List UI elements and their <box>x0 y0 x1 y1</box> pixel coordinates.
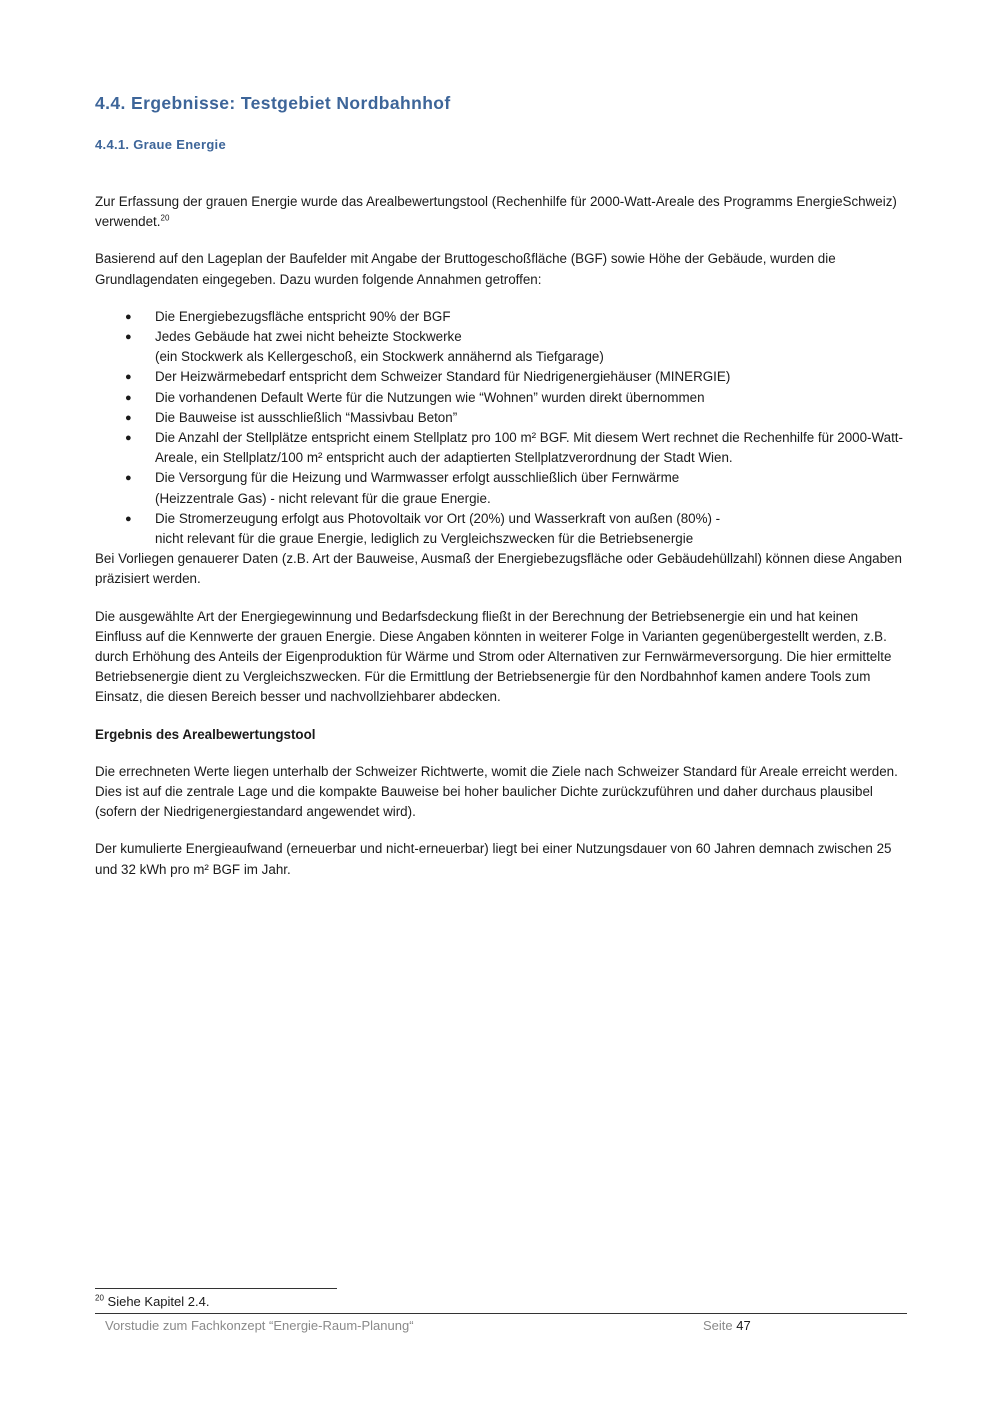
footnote <box>95 1294 209 1309</box>
list-item <box>95 367 907 387</box>
list-item-text-continued: (Heizzentrale Gas) - nicht relevant für die graue Energie. <box>155 490 491 506</box>
precision-paragraph: Bei Vorliegen genauerer Daten (z.B. Art der Bauweise, Ausmaß der Energiebezugsfläche oder Gebäudehüllzahl) können diese Angaben präzisiert werden. <box>95 551 902 587</box>
bullet-icon: ● <box>125 411 132 424</box>
list-item-text-continued: (ein Stockwerk als Kellergeschoß, ein Stockwerk annähernd als Tiefgarage) <box>155 349 604 365</box>
footnote-divider <box>95 1288 337 1289</box>
bullet-icon: ● <box>125 371 132 384</box>
list-item-text: Die Anzahl der Stellplätze entspricht einem Stellplatz pro 100 m² BGF. Mit diesem Wert rechnet die Rechenhilfe für 2000-Watt-Areale, ein Stellplatz/100 m² entspricht auch der adaptierten Stellplatzverordnung der Stadt Wien. <box>155 430 903 466</box>
list-item-text: Die Versorgung für die Heizung und Warmwasser erfolgt ausschließlich über Fernwärme <box>155 470 680 486</box>
list-item-text: Der Heizwärmebedarf entspricht dem Schweizer Standard für Niedrigenergiehäuser (MINERGIE) <box>155 369 731 385</box>
footer-title: Vorstudie zum Fachkonzept “Energie-Raum-Planung“ <box>105 1318 414 1333</box>
list-item-text: Die Energiebezugsfläche entspricht 90% der BGF <box>155 308 451 324</box>
document-body <box>95 192 907 897</box>
basis-paragraph: Basierend auf den Lageplan der Baufelder mit Angabe der Bruttogeschoßfläche (BGF) sowie Höhe der Gebäude, wurden die Grundlagendaten eingegeben. Dazu wurden folgende Annahmen getroffen: <box>95 251 836 287</box>
selection-paragraph: Die ausgewählte Art der Energiegewinnung und Bedarfsdeckung fließt in der Berechnung der Betriebsenergie ein und hat keinen Einfluss auf die Kennwerte der grauen Energie. Diese Angaben könnten in weiterer Folge in Varianten gegenübergestellt werden, z.B. durch Erhöhung des Anteils der Eigenproduktion für Wärme und Strom oder Alternativen zur Fernwärmeversorgung. Die hier ermittelte Betriebsenergie dient zu Vergleichszwecken. Für die Ermittlung der Betriebsenergie für den Nordbahnhof kamen andere Tools zum Einsatz, die diesen Bereich besser und nachvollziehbarer abdecken. <box>95 608 892 705</box>
footnote-number: 20 <box>95 1293 104 1303</box>
bullet-icon: ● <box>125 391 132 404</box>
list-item <box>95 388 907 408</box>
list-item <box>95 307 907 327</box>
intro-text: Zur Erfassung der grauen Energie wurde das Arealbewertungstool (Rechenhilfe für 2000-Watt-Areale des Programms EnergieSchweiz) verwendet. <box>95 194 897 230</box>
list-item <box>95 509 907 549</box>
footnote-reference: 20 <box>160 213 170 223</box>
page-number: 47 <box>736 1318 751 1333</box>
list-item <box>95 408 907 428</box>
footnote-text: Siehe Kapitel 2.4. <box>107 1294 210 1309</box>
list-item-text: Die Bauweise ist ausschließlich “Massivbau Beton” <box>155 409 458 425</box>
list-item <box>95 428 907 468</box>
bullet-icon: ● <box>125 512 132 525</box>
list-item <box>95 327 907 367</box>
result-paragraph-2: Der kumulierte Energieaufwand (erneuerbar und nicht-erneuerbar) liegt bei einer Nutzungsdauer von 60 Jahren demnach zwischen 25 und 32 kWh pro m² BGF im Jahr. <box>95 841 892 877</box>
bullet-icon: ● <box>125 331 132 344</box>
page-number-footer <box>703 1318 751 1333</box>
list-item-text-continued: nicht relevant für die graue Energie, lediglich zu Vergleichszwecken für die Betriebsenergie <box>155 531 694 547</box>
result-heading: Ergebnis des Arealbewertungstool <box>95 726 316 742</box>
list-item-text: Die Stromerzeugung erfolgt aus Photovoltaik vor Ort (20%) und Wasserkraft von außen (80%) - <box>155 510 721 526</box>
list-item <box>95 468 907 508</box>
section-title: 4.4. Ergebnisse: Testgebiet Nordbahnhof <box>95 93 451 113</box>
assumptions-list <box>95 307 907 549</box>
footer-divider <box>95 1313 907 1314</box>
bullet-icon: ● <box>125 472 132 485</box>
subsection-title: 4.4.1. Graue Energie <box>95 137 227 152</box>
bullet-icon: ● <box>125 432 132 445</box>
bullet-icon: ● <box>125 310 132 323</box>
list-item-text: Die vorhandenen Default Werte für die Nutzungen wie “Wohnen” wurden direkt übernommen <box>155 389 705 405</box>
page-label: Seite <box>703 1318 733 1333</box>
list-item-text: Jedes Gebäude hat zwei nicht beheizte Stockwerke <box>155 329 462 345</box>
result-paragraph-1: Die errechneten Werte liegen unterhalb der Schweizer Richtwerte, womit die Ziele nach Schweizer Standard für Areale erreicht werden. Dies ist auf die zentrale Lage und die kompakte Bauweise bei hoher baulicher Dichte zurückzuführen und daher durchaus plausibel (sofern der Niedrigenergiestandard angewendet wird). <box>95 763 898 820</box>
intro-paragraph <box>95 192 907 232</box>
